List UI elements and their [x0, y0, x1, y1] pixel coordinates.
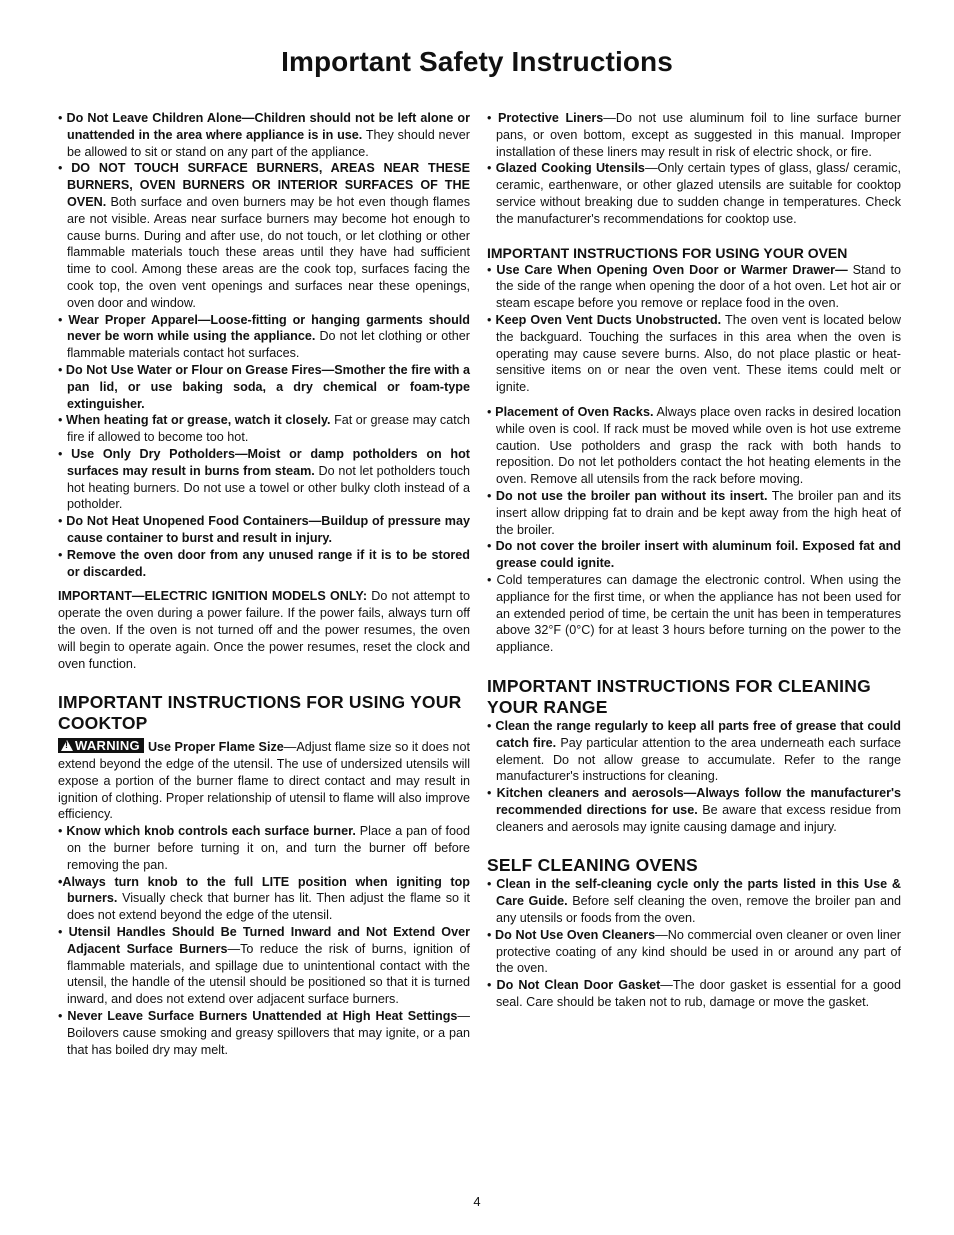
children-warning-title: Do Not Leave Children Alone—Children should not be left alone or unattended in the area where appliance is in use.	[66, 111, 470, 142]
unattended-instruction-text: —Boilovers cause smoking and greasy spillovers that may ignite, or a pan that has boiled dry may melt.	[67, 1009, 470, 1057]
ignition-notice	[58, 588, 470, 672]
warning-badge	[58, 738, 144, 753]
handles-instruction	[58, 924, 470, 1008]
glazed-utensils-title: Glazed Cooking Utensils	[495, 161, 645, 176]
glazed-utensils-text: —Only certain types of glass, glass/ ceramic, ceramic, earthenware, or other glazed utensils are suitable for cooktop service without breaking due to sudden change in temperatures. Check the manufacturer's recommendations for cooktop use.	[496, 161, 901, 226]
oven-racks-text: Always place oven racks in desired location while oven is cool. If rack must be moved while oven is hot use extreme caution. Use potholders and grasp the rack with both hands to reposition. Do not let potholders contact the hot heating elements in the oven. Remove all utensils from the rack before moving.	[496, 404, 901, 487]
oven-door-care-title: Use Care When Opening Oven Door or Warmer Drawer—	[496, 262, 848, 277]
vent-ducts-title: Keep Oven Vent Ducts Unobstructed.	[495, 312, 722, 327]
flame-size-title: Use Proper Flame Size	[147, 740, 284, 755]
oven-cleaners-title: Do Not Use Oven Cleaners	[495, 927, 656, 942]
kitchen-cleaners-text: Be aware that excess residue from cleaners and aerosols may ignite causing damage and injury.	[496, 802, 901, 834]
heating-fat-warning	[58, 412, 470, 446]
left-column	[58, 110, 470, 1058]
clean-regularly-title: Clean the range regularly to keep all parts free of grease that could catch fire.	[495, 718, 901, 750]
cold-temperature-text: Cold temperatures can damage the electronic control. When using the appliance for the first time, or when the appliance has not been used for an extended period of time, be certain the unit has been in temperatures above 32°F (0°C) for at least 3 hours before turning on the power to the appliance.	[496, 572, 901, 655]
kitchen-cleaners-instruction	[487, 785, 901, 835]
flame-size-text: —Adjust flame size so it does not extend beyond the edge of the utensil. The use of undersized utensils will expose a portion of the burner flame to direct contact and may result in ignition of clothing. Proper relationship of utensil to flame will also improve efficiency.	[58, 740, 470, 822]
oven-racks-title: Placement of Oven Racks.	[495, 404, 654, 419]
knob-instruction-text: Place a pan of food on the burner before turning it on, and turn the burner off before removing the pan.	[67, 824, 471, 872]
touch-warning-text: Both surface and oven burners may be hot even though flames are not visible. Areas near surface burners may become hot enough to cause burns. During and after use, do not touch, or let clothing or other flammable materials touch these areas until they have had sufficient time to cool. Among these areas are the cook top, surfaces facing the cook top, the oven vent openings and surfaces near these openings, oven door and window.	[67, 194, 470, 310]
lite-instruction-text: Visually check that burner has lit. Then adjust the flame so it does not extend beyond the edge of the utensil.	[67, 891, 470, 923]
liners-warning-title: Protective Liners	[498, 111, 604, 125]
right-column	[487, 110, 901, 1011]
broiler-insert-title: Do not use the broiler pan without its insert.	[495, 488, 768, 503]
children-warning-text: They should never be allowed to sit or stand on any part of the appliance.	[67, 127, 470, 159]
oven-racks-instruction	[487, 404, 901, 488]
children-warning	[58, 110, 470, 160]
kitchen-cleaners-title: Kitchen cleaners and aerosols—Always follow the manufacturer's recommended directions for use.	[496, 786, 901, 817]
warning-triangle-icon	[61, 740, 73, 751]
oven-cleaners-text: —No commercial oven cleaner or oven liner protective coating of any kind should be used in or around any part of the oven.	[496, 927, 901, 976]
grease-fire-warning-title: Do Not Use Water or Flour on Grease Fires—Smother the fire with a pan lid, or use baking soda, a dry chemical or foam-type extinguisher.	[65, 362, 470, 411]
self-cleaning-text: Before self cleaning the oven, remove the broiler pan and any utensils or foods from the oven.	[496, 894, 902, 926]
broiler-insert-instruction	[487, 488, 901, 538]
apparel-warning	[58, 312, 470, 362]
touch-warning-title: DO NOT TOUCH SURFACE BURNERS, AREAS NEAR THESE BURNERS, OVEN BURNERS OR INTERIOR SURFACES OF THE OVEN.	[67, 161, 470, 209]
self-cleaning-instruction	[487, 876, 901, 926]
grease-fire-warning	[58, 362, 470, 412]
apparel-warning-title: Wear Proper Apparel—Loose-fitting or hanging garments should never be worn while using the appliance.	[67, 312, 470, 344]
oven-door-care-text: Stand to the side of the range when opening the door of a hot oven. Let hot air or steam escape before you remove or replace food in the oven.	[496, 262, 902, 311]
oven-heading: IMPORTANT INSTRUCTIONS FOR USING YOUR OVEN	[487, 244, 848, 261]
handles-instruction-title: Utensil Handles Should Be Turned Inward and Not Extend Over Adjacent Surface Burners	[67, 925, 470, 956]
handles-instruction-text: —To reduce the risk of burns, ignition of flammable materials, and spillage due to unintentional contact with the utensil, the handle of the utensil should be positioned so that it is turned inward, and does not extend over adjacent surface burners.	[67, 941, 470, 1007]
ignition-notice-text: Do not attempt to operate the oven during a power failure. If the power fails, always turn off the oven. If the oven is not turned off and the power resumes, the oven will begin to operate again. Once the power resumes, reset the clock and oven function.	[58, 589, 471, 671]
touch-warning	[58, 160, 470, 311]
heating-fat-warning-text: Fat or grease may catch fire if allowed to become too hot.	[67, 413, 471, 445]
vent-ducts-text: The oven vent is located below the backguard. Touching the surfaces in this area when the oven is operating may cause severe burns. Also, do not place plastic or heat-sensitive items on or near the oven vent. These items could melt or ignite.	[496, 312, 901, 395]
unattended-instruction	[58, 1008, 470, 1058]
unattended-instruction-title: Never Leave Surface Burners Unattended at High Heat Settings	[67, 1009, 458, 1024]
potholders-warning	[58, 446, 470, 513]
oven-door-care	[487, 262, 901, 312]
heating-fat-warning-title: When heating fat or grease, watch it closely.	[65, 413, 331, 428]
cleaning-heading: IMPORTANT INSTRUCTIONS FOR CLEANING YOUR RANGE	[487, 675, 871, 717]
self-cleaning-heading: SELF CLEANING OVENS	[487, 855, 698, 876]
oven-cleaners-warning	[487, 927, 901, 977]
broiler-foil-warning	[487, 538, 901, 572]
liners-warning-text: —Do not use aluminum foil to line surface burner pans, or oven bottom, except as suggested in this manual. Improper installation of these liners may result in risk of electric shock, or fire.	[496, 111, 901, 159]
cold-temperature-notice	[487, 572, 901, 656]
ignition-notice-title: IMPORTANT—ELECTRIC IGNITION MODELS ONLY:	[58, 589, 368, 604]
self-cleaning-title: Clean in the self-cleaning cycle only the parts listed in this Use & Care Guide.	[496, 877, 901, 909]
knob-instruction	[58, 823, 470, 873]
page-title: Important Safety Instructions	[281, 46, 673, 77]
potholders-warning-text: Do not let potholders touch hot heating burners. Do not use a towel or other bulky cloth instead of a potholder.	[67, 463, 470, 512]
door-gasket-text: —The door gasket is essential for a good seal. Care should be taken not to rub, damage or move the gasket.	[496, 978, 901, 1010]
vent-ducts-instruction	[487, 312, 901, 396]
lite-instruction-title: •Always turn knob to the full LITE position when igniting top burners.	[58, 874, 470, 906]
lite-instruction	[58, 874, 470, 924]
containers-warning-title: Do Not Heat Unopened Food Containers—Buildup of pressure may cause container to burst and result in injury.	[66, 514, 470, 545]
door-gasket-title: Do Not Clean Door Gasket	[496, 978, 661, 993]
broiler-foil-title: Do not cover the broiler insert with aluminum foil. Exposed fat and grease could ignite.	[495, 539, 901, 571]
potholders-warning-title: Use Only Dry Potholders—Moist or damp potholders on hot surfaces may result in burns from steam.	[67, 446, 470, 478]
cooktop-heading: IMPORTANT INSTRUCTIONS FOR USING YOUR COOKTOP	[58, 692, 462, 734]
liners-warning	[487, 110, 901, 160]
page-number: 4	[473, 1194, 481, 1209]
knob-instruction-title: Know which knob controls each surface burner.	[66, 824, 356, 839]
glazed-utensils-warning	[487, 160, 901, 227]
oven-door-warning-title: Remove the oven door from any unused range if it is to be stored or discarded.	[66, 547, 470, 579]
oven-door-warning	[58, 547, 470, 581]
warning-badge-label: WARNING	[75, 738, 140, 754]
apparel-warning-text: Do not let clothing or other flammable materials contact hot surfaces.	[67, 329, 471, 361]
flame-size-warning	[58, 738, 470, 823]
clean-regularly-text: Pay particular attention to the area underneath each surface element. Do not allow grease to accumulate. Refer to the range manufacturer's instructions for cleaning.	[496, 735, 902, 784]
clean-regularly-instruction	[487, 718, 901, 785]
door-gasket-warning	[487, 977, 901, 1011]
broiler-insert-text: The broiler pan and its insert allow dripping fat to drain and be kept away from the high heat of the broiler.	[496, 488, 902, 537]
containers-warning	[58, 513, 470, 547]
